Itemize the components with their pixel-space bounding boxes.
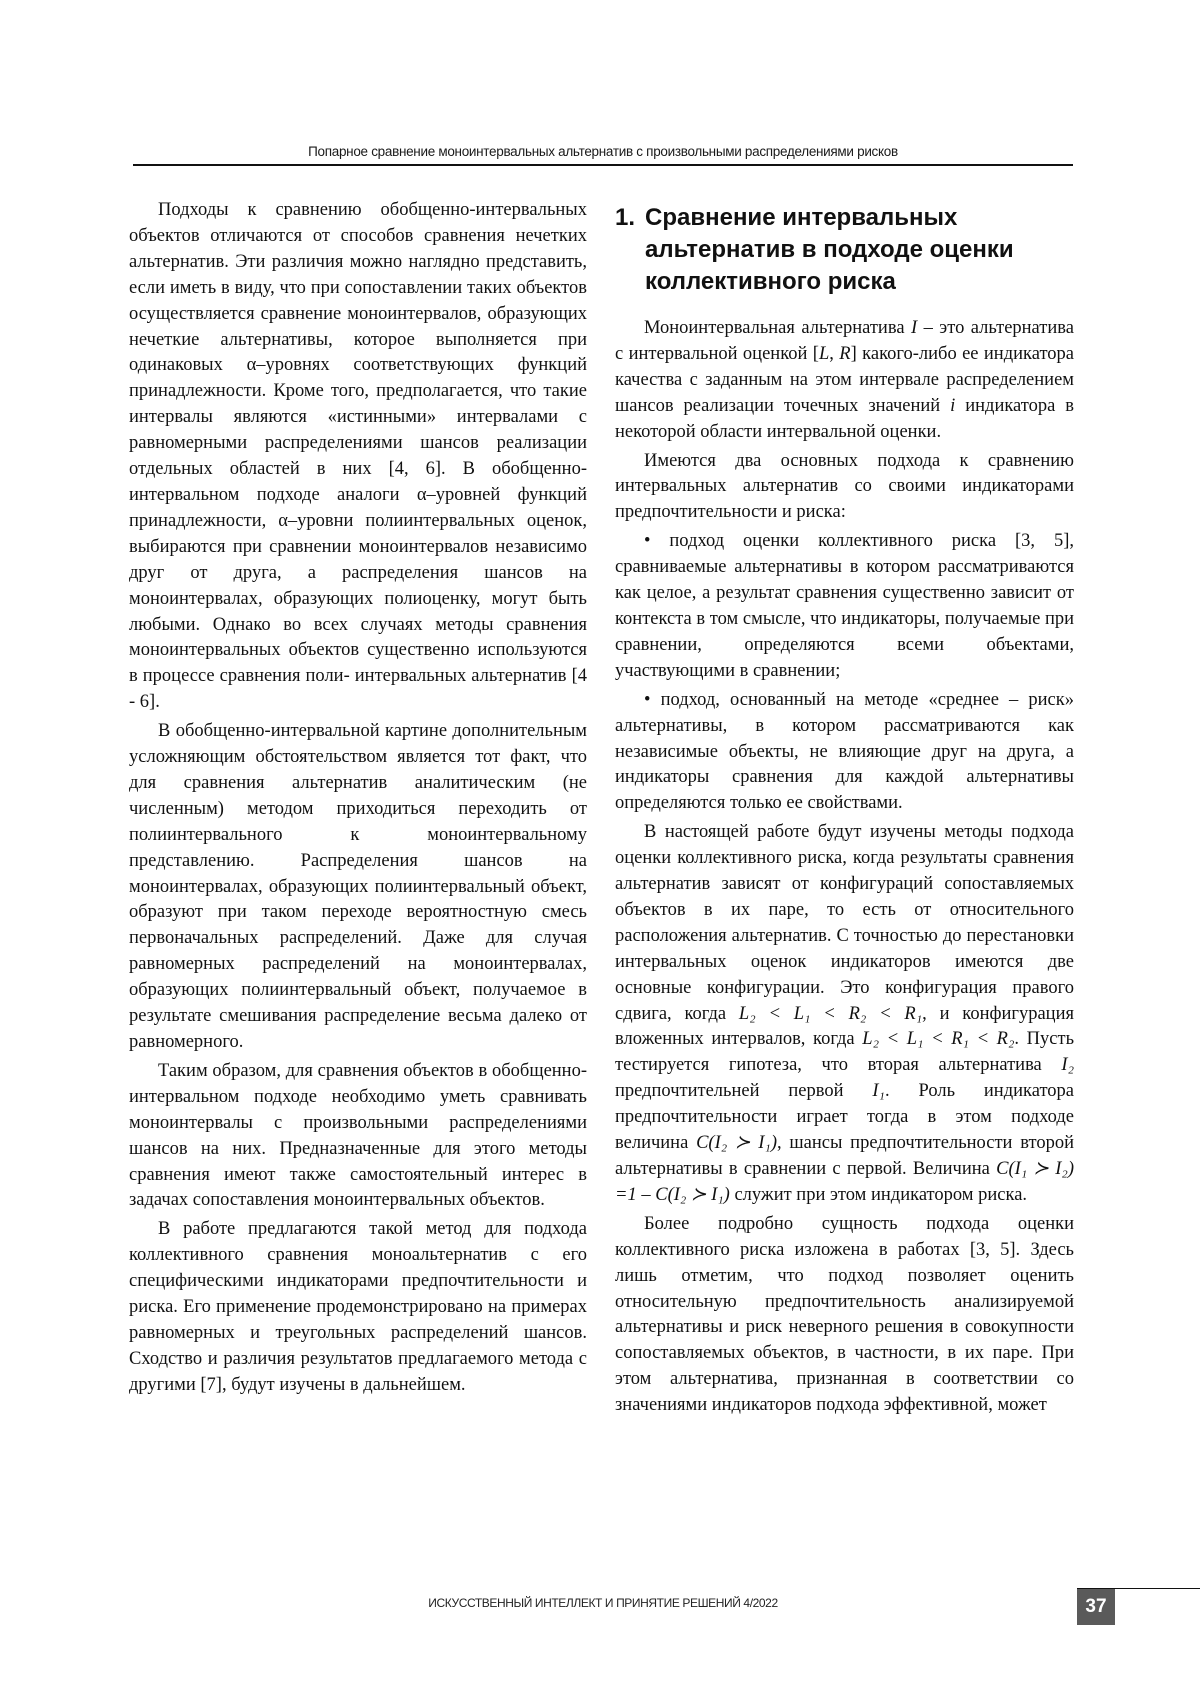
right-paragraph-4: Более подробно сущность подхода оценки коллективного риска изложена в работах [3, 5]. Здесь лишь отметим, что подход позволяет оценить относительную предпочтительность анализируемой альтернативы и риск неверного решения в совокупности сопоставляемых объектов, в частности, в их паре. При этом альтернатива, признанная в соответствии со значениями индикаторов подхода эффективной, может: [615, 1213, 1074, 1416]
left-paragraph-3: Таким образом, для сравнения объектов в обобщенно-интервальном подходе необходимо уметь сравнивать моноинтервалы с произвольными распределениями шансов на них. Предназначенные для этого методы сравнения имеют также самостоятельный интерес в задачах сопоставления моноинтервальных объектов.: [129, 1060, 587, 1211]
text-run: . Роль индикатора предпочтительности играет тогда в этом подходе величина: [615, 1081, 1075, 1154]
text-run: индикатора в некоторой области интервальной оценки.: [615, 395, 1075, 442]
math-symbol: R: [839, 343, 851, 364]
section-heading: [615, 202, 1074, 298]
left-paragraph-2: В обобщенно-интервальной картине дополнительным усложняющим обстоятельством является тот факт, что для сравнения альтернатив аналитическим (не численным) методом приходиться переходить от полиинтервального к моноинтервальному представлению. Распределения шансов на моноинтервалах, образующих полиинтервальный объект, образуют при таком переходе вероятностную смесь первоначальных распределений. Даже для случая равномерных распределений на моноинтервалах, образующих полиинтервальный объект, получаемое в результате смешивания распределение весьма далеко от равномерного.: [129, 721, 587, 1052]
text-run: предпочтительней первой: [615, 1081, 873, 1102]
math-symbol: I₁: [872, 1081, 885, 1102]
text-run: Моноинтервальная альтернатива: [644, 318, 911, 338]
math-formula: L₂ < L₁ < R₂ < R₁: [738, 1003, 923, 1024]
math-formula: C(I₂ ≻ I₁): [696, 1133, 777, 1154]
math-symbol: i: [950, 395, 956, 416]
text-run: ] какого-либо ее индикатора качества с заданным на этом интервале распределением шансов реализации точечных значений: [615, 343, 1075, 416]
text-run: , и конфигурация вложенных интервалов, когда: [615, 1003, 1074, 1050]
text-run: В настоящей работе будут изучены методы подхода оценки коллективного риска, когда результаты сравнения альтернатив зависят от конфигураций сопоставляемых объектов в их паре, то есть от относительного расположения альтернатив. С точностью до перестановки интервальных оценок индикаторов имеются две основные конфигурации. Это конфигурация правого сдвига, когда: [615, 822, 1074, 1024]
right-paragraph-2: Имеются два основных подхода к сравнению интервальных альтернатив со своими индикаторами предпочтительности и риска:: [615, 450, 1074, 523]
text-run: . Пусть тестируется гипотеза, что вторая альтернатива: [615, 1029, 1075, 1076]
text-run: служит при этом индикатором риска.: [729, 1184, 1028, 1205]
text-run: – это альтернатива с интервальной оценкой [: [615, 318, 1074, 364]
text-run: ,: [829, 343, 840, 364]
left-paragraph-4: В работе предлагаются такой метод для подхода коллективного сравнения моноальтернатив с его специфическими индикаторами предпочтительности и риска. Его применение продемонстрировано на примерах равномерных и треугольных распределений шансов. Сходство и различия результатов предлагаемого метода с другими [7], будут изучены в дальнейшем.: [129, 1219, 587, 1395]
math-symbol: I₂: [1061, 1055, 1074, 1076]
right-column: [615, 198, 1074, 1419]
math-symbol: I: [910, 318, 918, 338]
header-rule: [133, 164, 1073, 166]
math-formula: L₂ < L₁ < R₁ < R₂: [862, 1029, 1015, 1050]
page-number: 37: [1077, 1589, 1115, 1625]
bullet-item-1: • подход оценки коллективного риска [3, 5], сравниваемые альтернативы в котором рассматриваются как целое, а результат сравнения существенно зависит от контекста в том смысле, что индикаторы, получаемые при сравнении, определяются всеми объектами, участвующими в сравнении;: [615, 531, 1074, 681]
running-head: Попарное сравнение моноинтервальных альтернатив с произвольными распределениями рисков: [308, 144, 898, 159]
text-run: , шансы предпочтительности второй альтернативы в сравнении с первой. Величина: [615, 1133, 1074, 1179]
left-paragraph-1: Подходы к сравнению обобщенно-интервальных объектов отличаются от способов сравнения нечетких альтернатив. Эти различия можно наглядно представить, если иметь в виду, что при сопоставлении таких объектов осуществляется сравнение моноинтервалов, образующих нечеткие альтернативы, которое выполняется при одинаковых α–уровнях соответствующих функций принадлежности. Кроме того, предполагается, что такие интервалы являются «истинными» интервалами с равномерными распределениями шансов реализации отдельных областей в них [4, 6]. В обобщенно-интервальном подходе аналоги α–уровней функций принадлежности, α–уровни полиинтервальных оценок, выбираются при сравнении моноинтервалов независимо друг от друга, а распределения шансов на моноинтервалах, образующих полиоценку, могут быть любыми. Однако во всех случаях методы сравнения моноинтервальных объектов существенно используются в процессе сравнения поли- интервальных альтернатив [4 - 6].: [129, 200, 587, 713]
left-column: [129, 198, 587, 1399]
journal-footer: ИСКУССТВЕННЫЙ ИНТЕЛЛЕКТ И ПРИНЯТИЕ РЕШЕНИЙ 4/2022: [428, 1596, 778, 1610]
section-title: Сравнение интервальных альтернатив в подходе оценки коллективного риска: [645, 204, 1014, 295]
math-symbol: L: [818, 343, 830, 364]
bullet-item-2: • подход, основанный на методе «среднее – риск» альтернативы, в котором рассматриваются как независимые объекты, не влияющие друг на друга, а индикаторы сравнения для каждой альтернативы определяются только ее свойствами.: [615, 689, 1074, 814]
right-paragraph-3: [615, 820, 1074, 1209]
right-paragraph-1: [615, 316, 1074, 446]
math-formula: C(I₁ ≻ I₂) =1 – C(I₂ ≻ I₁): [615, 1159, 1074, 1205]
section-number: 1.: [615, 204, 636, 231]
